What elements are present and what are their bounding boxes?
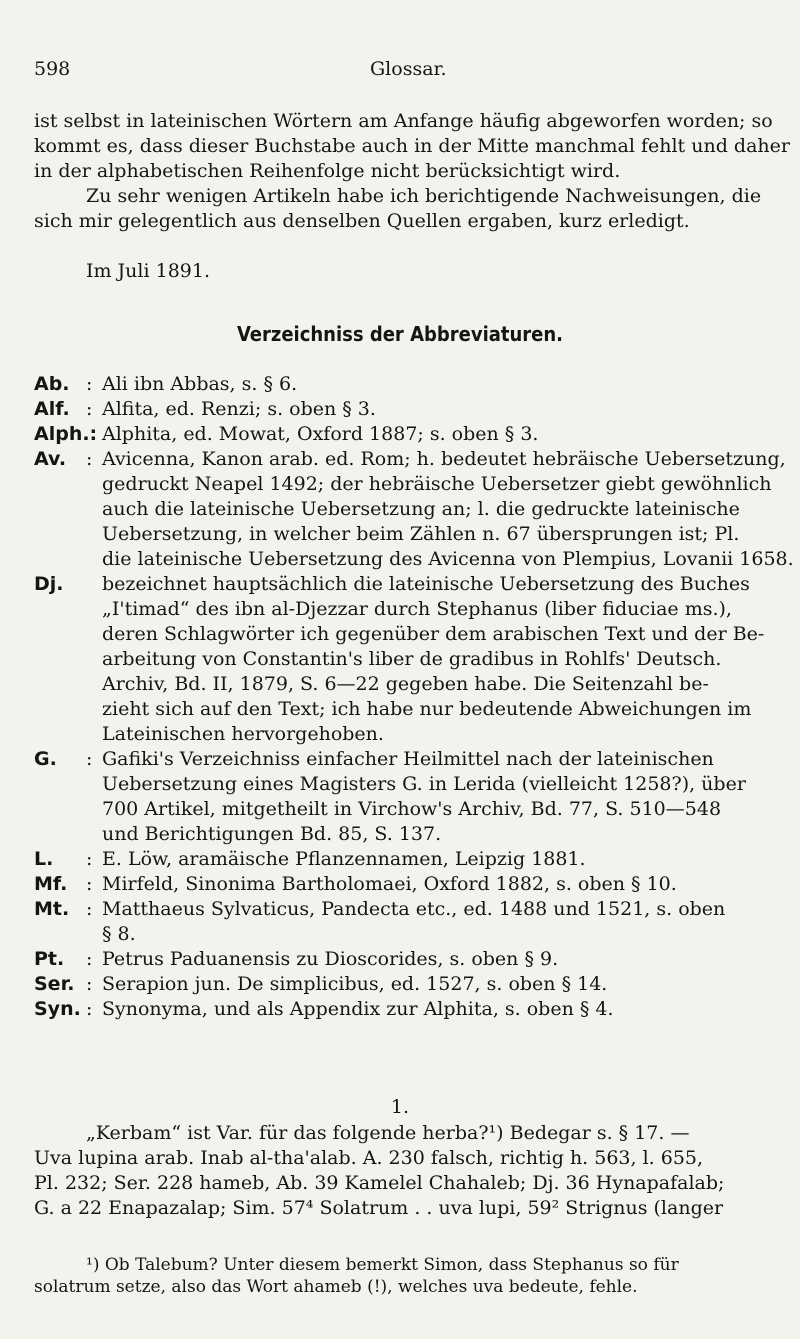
text-line: zieht sich auf den Text; ich habe nur bedeutende Abweichungen im — [102, 698, 752, 720]
abbreviation-separator: : — [86, 998, 93, 1020]
text-line: Petrus Paduanensis zu Dioscorides, s. oben § 9. — [102, 948, 559, 970]
text-line: ist selbst in lateinischen Wörtern am Anfange häufig abgeworfen worden; so — [34, 110, 773, 132]
text-line: die lateinische Uebersetzung des Avicenna von Plempius, Lovanii 1658. — [102, 548, 794, 570]
text-line: § 8. — [102, 923, 136, 945]
abbreviation-key: Mf. — [34, 873, 68, 895]
abbreviation-separator: : — [86, 873, 93, 895]
abbreviation-entry — [34, 447, 794, 572]
text-line: G. a 22 Enapazalap; Sim. 57⁴ Solatrum . . uva lupi, 59² Strignus (langer — [34, 1197, 724, 1219]
date-line: Im Juli 1891. — [86, 260, 211, 282]
text-line: kommt es, dass dieser Buchstabe auch in der Mitte manchmal fehlt und daher — [34, 135, 790, 157]
text-line: deren Schlagwörter ich gegenüber dem arabischen Text und der Be- — [102, 623, 765, 645]
text-line: arbeitung von Constantin's liber de gradibus in Rohlfs' Deutsch. — [102, 648, 722, 670]
abbreviations-heading: Verzeichniss der Abbreviaturen. — [236, 322, 564, 346]
abbreviation-entry — [34, 572, 770, 747]
intro-paragraph — [34, 109, 790, 234]
text-line: 700 Artikel, mitgetheilt in Virchow's Archiv, Bd. 77, S. 510—548 — [102, 798, 722, 820]
abbreviation-list — [34, 372, 794, 1022]
running-header — [34, 58, 760, 84]
text-line: Synonyma, und als Appendix zur Alphita, s. oben § 4. — [102, 998, 614, 1020]
text-line: Pl. 232; Ser. 228 hameb, Ab. 39 Kamelel Chahaleb; Dj. 36 Hynapafalab; — [34, 1172, 725, 1194]
abbreviation-key: G. — [34, 748, 57, 770]
text-line: „Kerbam“ ist Var. für das folgende herba?¹) Bedegar s. § 17. — — [86, 1122, 690, 1144]
page-number: 598 — [34, 58, 71, 80]
text-line: Zu sehr wenigen Artikeln habe ich berichtigende Nachweisungen, die — [86, 185, 762, 207]
abbreviation-entry — [34, 972, 770, 997]
abbreviation-separator: : — [86, 848, 93, 870]
abbreviation-key: Ab. — [34, 373, 70, 395]
text-line: Avicenna, Kanon arab. ed. Rom; h. bedeutet hebräische Uebersetzung, — [102, 448, 786, 470]
abbreviation-key: L. — [34, 848, 54, 870]
abbreviation-entry — [34, 747, 770, 847]
text-line: Uva lupina arab. Inab al-tha'alab. A. 230 falsch, richtig h. 563, l. 655, — [34, 1147, 704, 1169]
abbreviation-separator: : — [86, 948, 93, 970]
text-line: Mirfeld, Sinonima Bartholomaei, Oxford 1882, s. oben § 10. — [102, 873, 677, 895]
text-line: Lateinischen hervorgehoben. — [102, 723, 384, 745]
footnote — [34, 1254, 768, 1298]
abbreviation-entry — [34, 947, 770, 972]
abbreviation-key: Mt. — [34, 898, 70, 920]
abbreviation-entry — [34, 847, 770, 872]
abbreviation-separator: : — [86, 748, 93, 770]
section-paragraph — [34, 1121, 768, 1221]
abbreviation-separator: : — [86, 373, 93, 395]
abbreviation-key: Ser. — [34, 973, 75, 995]
text-line: bezeichnet hauptsächlich die lateinische Uebersetzung des Buches — [102, 573, 750, 595]
text-line: in der alphabetischen Reihenfolge nicht berücksichtigt wird. — [34, 160, 621, 182]
footnote-line: solatrum setze, also das Wort ahameb (!), welches uva bedeute, fehle. — [34, 1277, 638, 1297]
abbreviation-separator: : — [86, 898, 93, 920]
text-line: auch die lateinische Uebersetzung an; l. die gedruckte lateinische — [102, 498, 740, 520]
abbreviation-key: Pt. — [34, 948, 65, 970]
text-line: Alfita, ed. Renzi; s. oben § 3. — [102, 398, 376, 420]
abbreviation-entry — [34, 372, 770, 397]
abbreviation-key: Dj. — [34, 573, 64, 595]
text-line: Ali ibn Abbas, s. § 6. — [102, 373, 298, 395]
text-line: sich mir gelegentlich aus denselben Quellen ergaben, kurz erledigt. — [34, 210, 690, 232]
abbreviation-entry — [34, 872, 770, 897]
abbreviation-key: Syn. — [34, 998, 81, 1020]
abbreviation-key: Av. — [34, 448, 67, 470]
abbreviation-entry — [34, 422, 770, 447]
text-line: Serapion jun. De simplicibus, ed. 1527, s. oben § 14. — [102, 973, 608, 995]
text-line: „I'timad“ des ibn al-Djezzar durch Stephanus (liber fiduciae ms.), — [102, 598, 732, 620]
running-title: Glossar. — [370, 58, 447, 80]
abbreviation-separator: : — [86, 398, 93, 420]
abbreviation-separator: : — [86, 448, 93, 470]
footnote-line: ¹) Ob Talebum? Unter diesem bemerkt Simon, dass Stephanus so für — [86, 1255, 679, 1275]
text-line: Uebersetzung eines Magisters G. in Lerida (vielleicht 1258?), über — [102, 773, 746, 795]
text-line: Matthaeus Sylvaticus, Pandecta etc., ed. 1488 und 1521, s. oben — [102, 898, 726, 920]
text-line: Uebersetzung, in welcher beim Zählen n. 67 übersprungen ist; Pl. — [102, 523, 740, 545]
abbreviation-separator: : — [86, 973, 93, 995]
text-line: gedruckt Neapel 1492; der hebräische Uebersetzer giebt gewöhnlich — [102, 473, 772, 495]
abbreviation-entry — [34, 397, 770, 422]
abbreviation-key: Alf. — [34, 398, 70, 420]
abbreviation-entry — [34, 897, 770, 947]
text-line: Archiv, Bd. II, 1879, S. 6—22 gegeben habe. Die Seitenzahl be- — [102, 673, 709, 695]
text-line: E. Löw, aramäische Pflanzennamen, Leipzig 1881. — [102, 848, 586, 870]
text-line: und Berichtigungen Bd. 85, S. 137. — [102, 823, 442, 845]
abbreviation-key: Alph.: — [34, 423, 98, 445]
abbreviation-entry — [34, 997, 770, 1022]
text-line: Alphita, ed. Mowat, Oxford 1887; s. oben § 3. — [102, 423, 539, 445]
section-number: 1. — [390, 1096, 410, 1118]
text-line: Gafiki's Verzeichniss einfacher Heilmittel nach der lateinischen — [102, 748, 714, 770]
